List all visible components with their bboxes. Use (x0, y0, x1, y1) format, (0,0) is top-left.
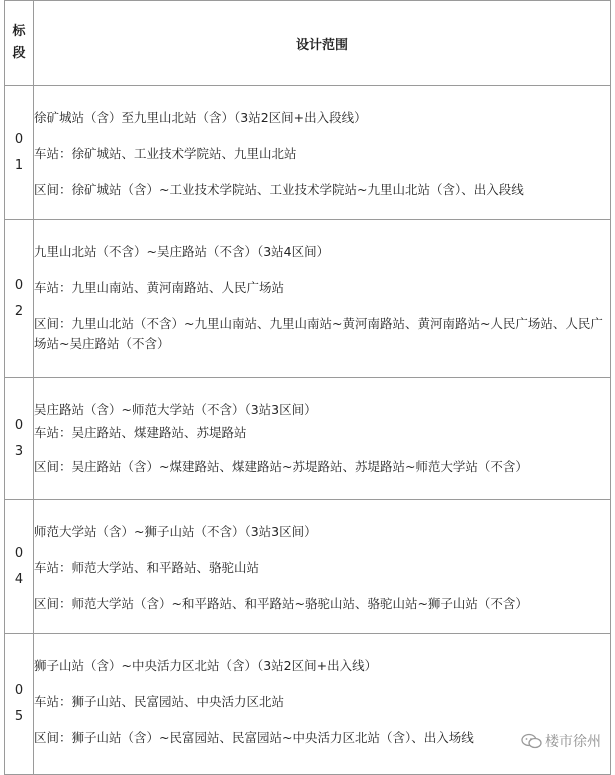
section-number (5, 634, 34, 775)
table-row (5, 634, 611, 775)
scope-intervals: 区间：吴庄路站（含）~煤建路站、煤建路站~苏堤路站、苏堤路站~师范大学站（不含） (34, 459, 528, 474)
design-scope-table (4, 0, 611, 775)
scope-title: 徐矿城站（含）至九里山北站（含）（3站2区间+出入段线） (34, 110, 367, 125)
scope-intervals: 区间：徐矿城站（含）~工业技术学院站、工业技术学院站~九里山北站（含）、出入段线 (34, 182, 524, 197)
section-number (5, 220, 34, 378)
scope-title: 吴庄路站（含）~师范大学站（不含）（3站3区间） (34, 402, 317, 417)
section-digit: 1 (14, 157, 24, 173)
scope-title: 师范大学站（含）~狮子山站（不含）（3站3区间） (34, 524, 317, 539)
scope-intervals: 区间：师范大学站（含）~和平路站、和平路站~骆驼山站、骆驼山站~狮子山站（不含） (34, 596, 528, 611)
watermark-text: 楼市徐州 (545, 734, 601, 750)
watermark (521, 731, 601, 751)
section-digit: 5 (14, 709, 24, 724)
table-header-row (5, 1, 611, 86)
section-digit: 0 (14, 683, 24, 698)
section-number (5, 378, 34, 500)
scope-stations: 车站：狮子山站、民富园站、中央活力区北站 (34, 694, 285, 709)
scope-cell (34, 220, 611, 378)
section-number (5, 86, 34, 220)
scope-cell (34, 86, 611, 220)
section-digit: 0 (14, 545, 24, 561)
header-section-no (5, 1, 34, 86)
table-row (5, 86, 611, 220)
scope-title: 九里山北站（不含）~吴庄路站（不含）（3站4区间） (34, 244, 330, 259)
table-row (5, 500, 611, 634)
section-digit: 4 (14, 571, 24, 587)
scope-cell (34, 634, 611, 775)
scope-intervals: 区间：狮子山站（含）~民富园站、民富园站~中央活力区北站（含）、出入场线 (34, 730, 474, 745)
header-design-scope: 设计范围 (34, 1, 611, 86)
scope-cell (34, 500, 611, 634)
scope-intervals: 区间：九里山北站（不含）~九里山南站、九里山南站~黄河南路站、黄河南路站~人民广场站、人民广场站~吴庄路站（不含） (34, 316, 603, 351)
section-digit: 0 (14, 131, 24, 147)
header-char: 段 (12, 46, 26, 61)
section-digit: 2 (14, 303, 24, 319)
scope-stations: 车站：吴庄路站、煤建路站、苏堤路站 (34, 425, 247, 440)
table-row (5, 220, 611, 378)
section-digit: 0 (14, 277, 24, 293)
scope-cell (34, 378, 611, 500)
scope-stations: 车站：徐矿城站、工业技术学院站、九里山北站 (34, 146, 297, 161)
scope-stations: 车站：师范大学站、和平路站、骆驼山站 (34, 560, 260, 575)
table-row (5, 378, 611, 500)
wechat-icon (521, 733, 543, 749)
scope-title: 狮子山站（含）~中央活力区北站（含）（3站2区间+出入线） (34, 658, 378, 673)
section-digit: 3 (14, 443, 24, 459)
scope-stations: 车站：九里山南站、黄河南路站、人民广场站 (34, 280, 285, 295)
header-char: 标 (12, 24, 26, 39)
section-number (5, 500, 34, 634)
section-digit: 0 (14, 417, 24, 433)
